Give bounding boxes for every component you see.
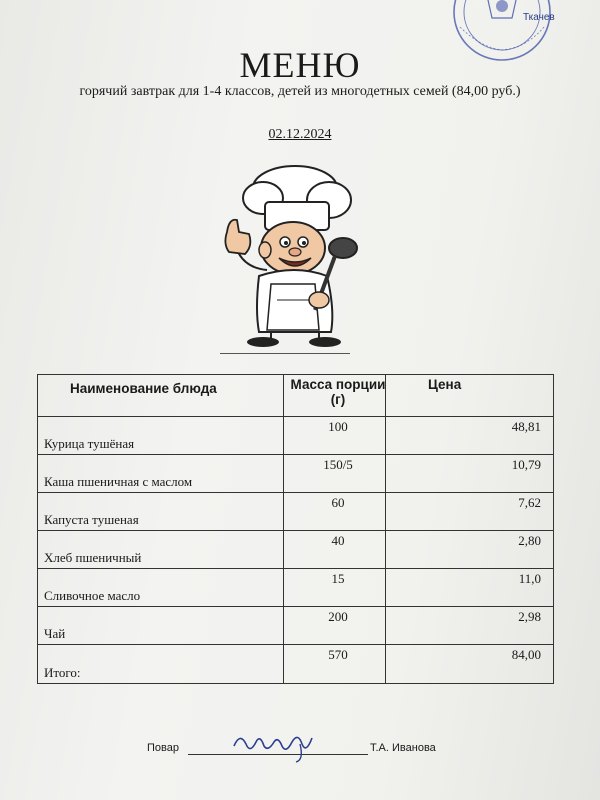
stamp-signature: Ткачев bbox=[523, 12, 555, 23]
total-label: Итого: bbox=[44, 665, 81, 680]
dish-price: 7,62 bbox=[518, 495, 541, 510]
menu-subtitle: горячий завтрак для 1-4 классов, детей из многодетных семей (84,00 руб.) bbox=[79, 84, 521, 99]
dish-mass: 200 bbox=[328, 609, 348, 624]
chef-illustration bbox=[215, 160, 375, 350]
dish-price: 2,98 bbox=[518, 609, 541, 624]
dish-price: 10,79 bbox=[511, 457, 541, 472]
dish-name: Курица тушёная bbox=[44, 436, 135, 451]
table-row bbox=[38, 493, 553, 531]
dish-name: Каша пшеничная с маслом bbox=[44, 474, 193, 489]
dish-mass: 100 bbox=[328, 419, 348, 434]
total-price: 84,00 bbox=[511, 647, 541, 662]
table-header-row bbox=[38, 375, 553, 417]
dish-price: 2,80 bbox=[518, 533, 541, 548]
table-row bbox=[38, 569, 553, 607]
menu-table bbox=[37, 374, 554, 684]
table-row bbox=[38, 417, 553, 455]
dish-mass: 60 bbox=[331, 495, 345, 510]
dish-name: Сливочное масло bbox=[44, 588, 141, 603]
handwritten-signature bbox=[230, 724, 320, 764]
table-total-row bbox=[38, 645, 553, 683]
divider bbox=[220, 353, 350, 354]
dish-mass: 150/5 bbox=[323, 457, 353, 472]
table-row bbox=[38, 607, 553, 645]
dish-price: 48,81 bbox=[511, 419, 541, 434]
menu-date: 02.12.2024 bbox=[268, 127, 332, 142]
total-mass: 570 bbox=[328, 647, 348, 662]
table-row bbox=[38, 531, 553, 569]
dish-mass: 15 bbox=[331, 571, 345, 586]
header-name: Наименование блюда bbox=[70, 381, 217, 396]
page-title: МЕНЮ bbox=[239, 45, 361, 85]
dish-price: 11,0 bbox=[518, 571, 541, 586]
signature-footer bbox=[0, 738, 600, 768]
table-row bbox=[38, 455, 553, 493]
dish-name: Капуста тушеная bbox=[44, 512, 139, 527]
dish-name: Чай bbox=[44, 626, 66, 641]
dish-name: Хлеб пшеничный bbox=[44, 550, 142, 565]
cook-name: Т.А. Иванова bbox=[370, 742, 436, 754]
cook-label: Повар bbox=[147, 742, 179, 754]
dish-mass: 40 bbox=[331, 533, 345, 548]
header-mass: Масса порции (г) bbox=[290, 377, 386, 407]
header-price: Цена bbox=[428, 377, 462, 392]
